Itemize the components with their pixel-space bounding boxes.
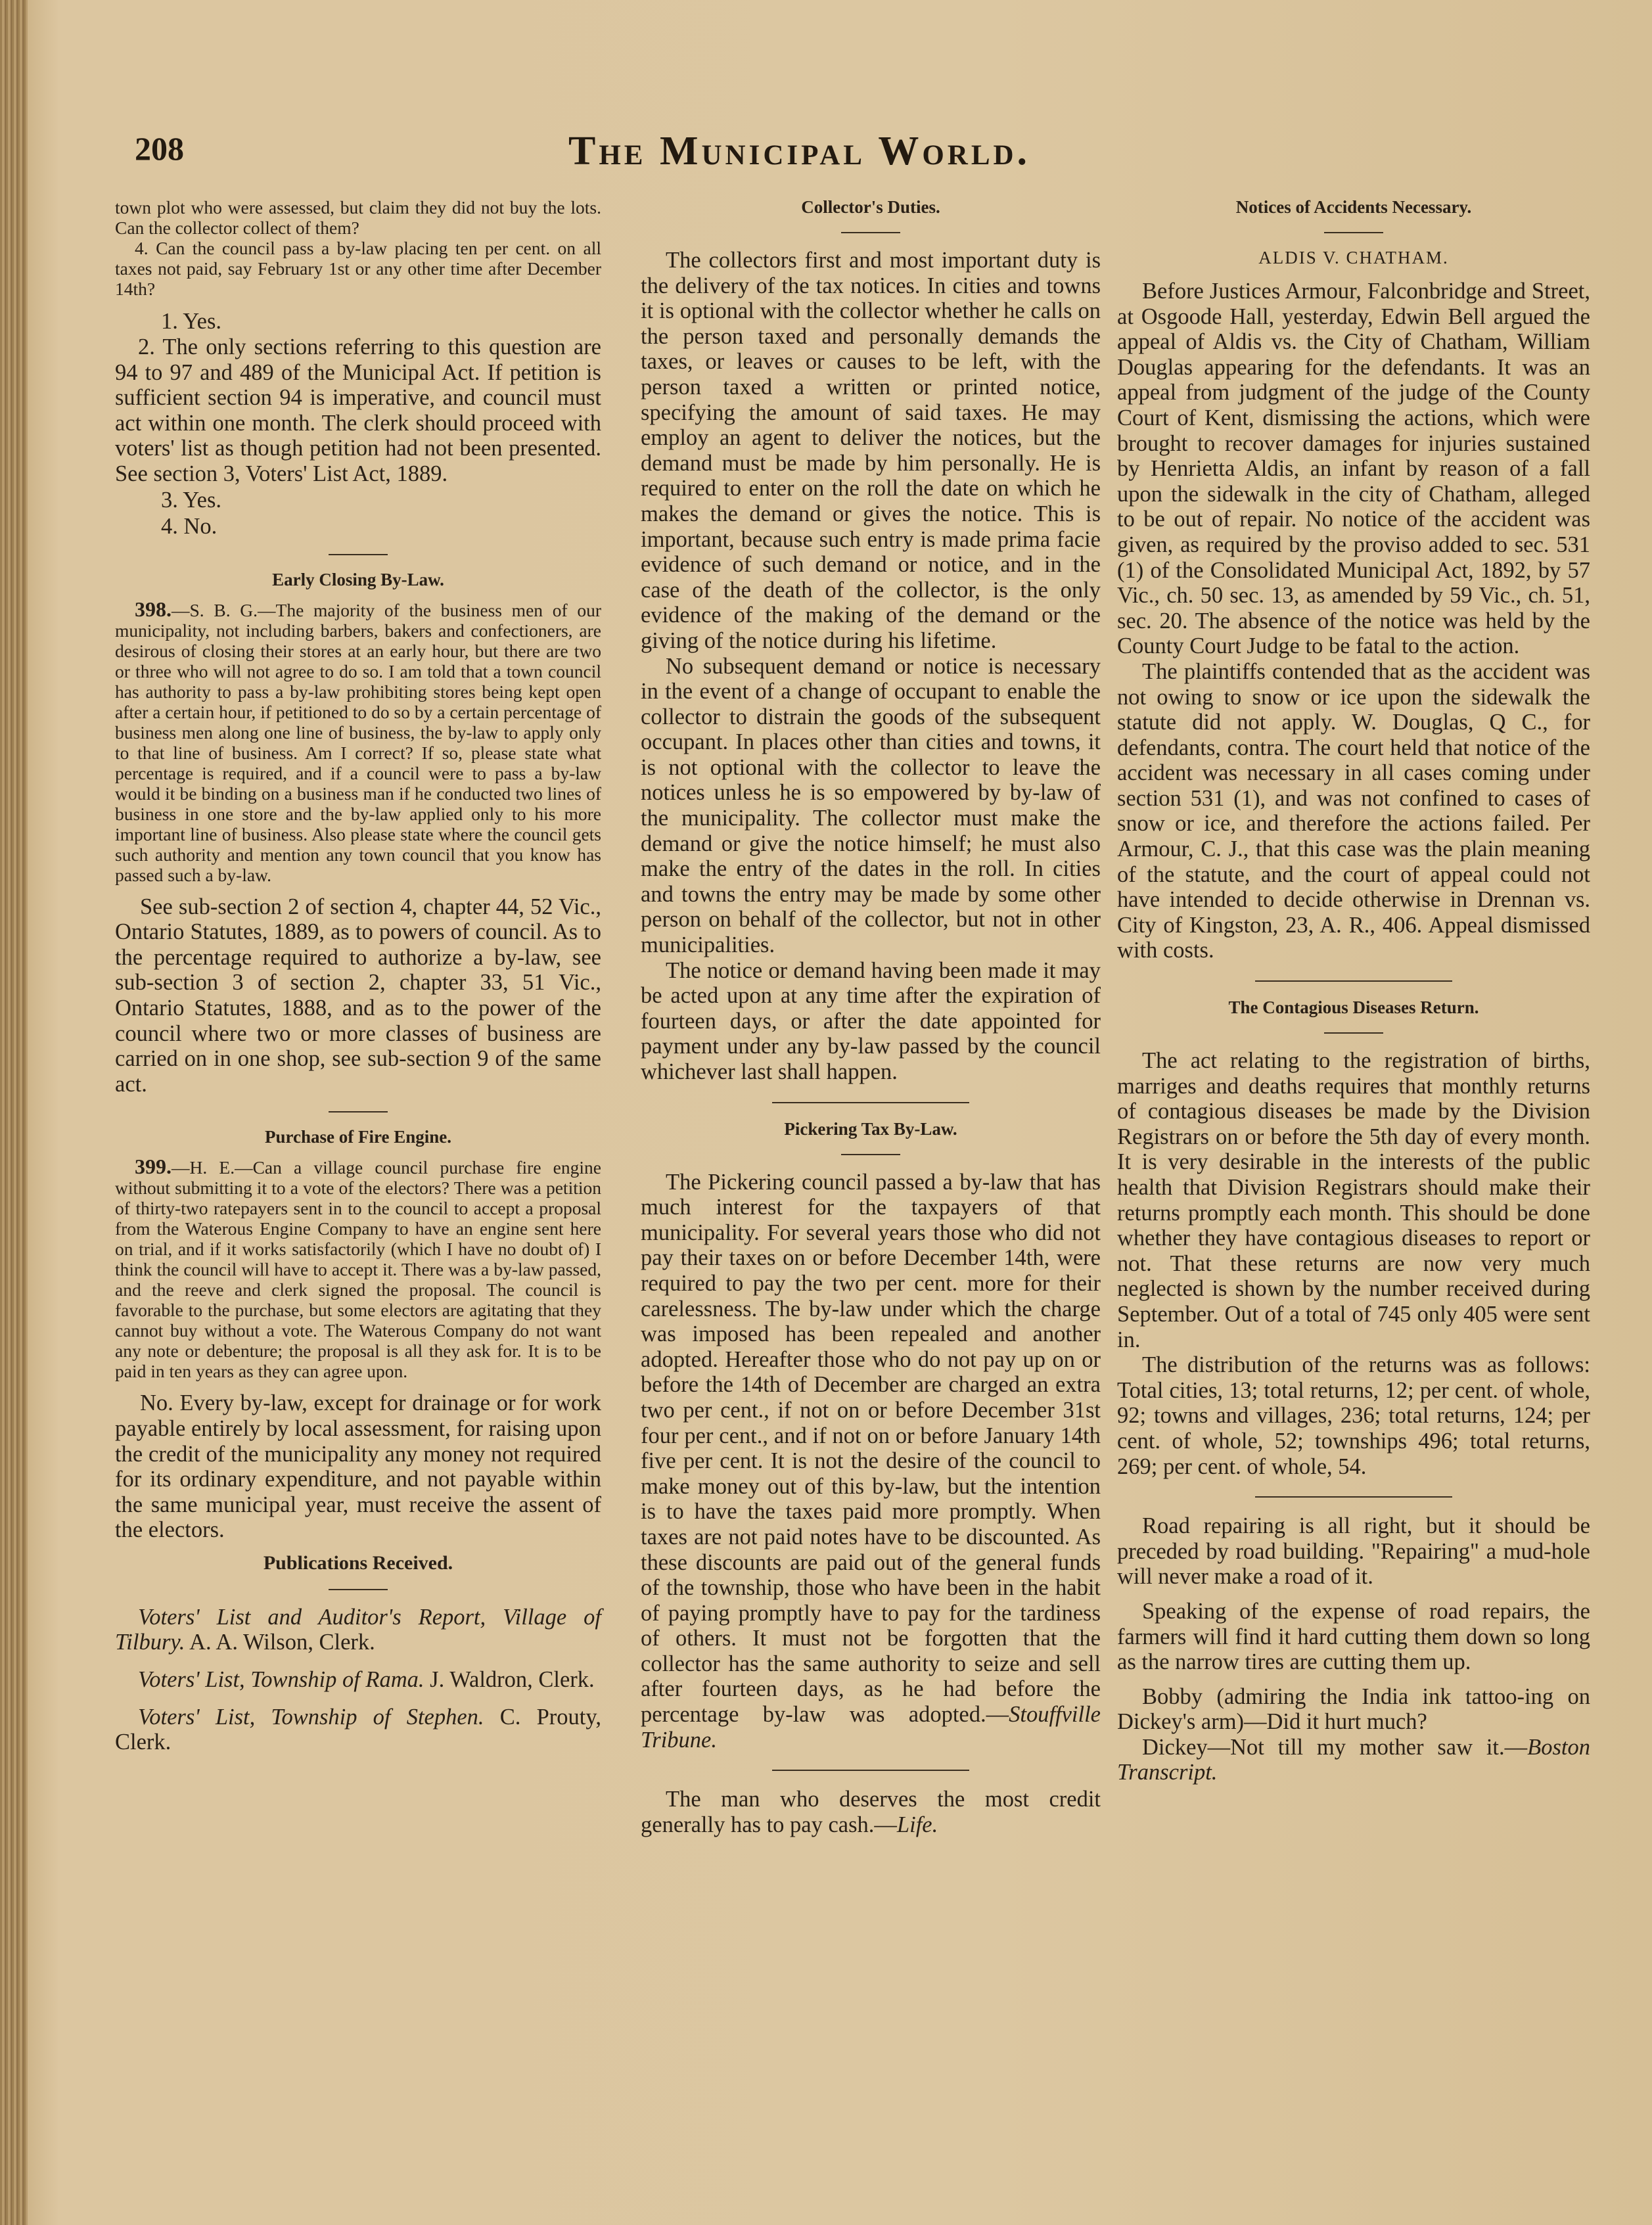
column-2 bbox=[641, 197, 1101, 1837]
answer-3: 3. Yes. bbox=[161, 487, 222, 513]
section-divider bbox=[841, 1154, 900, 1155]
article-source: Stouffville Tribune. bbox=[641, 1702, 1101, 1753]
section-divider bbox=[772, 1102, 969, 1103]
filler-text: Dickey—Not till my mother saw it.— bbox=[1142, 1734, 1528, 1760]
publication-clerk: J. Waldron, Clerk. bbox=[424, 1667, 595, 1693]
heading-publications: Publications Received. bbox=[263, 1551, 453, 1574]
answer-399: No. Every by-law, except for drainage or for work payable entirely by local assessment, for raising upon the credit of the municipality any money not required for its ordinary expenditure, and not payable within the same municipal year, must receive the assent of the electors. bbox=[115, 1390, 601, 1543]
heading-collectors-duties: Collector's Duties. bbox=[801, 197, 940, 217]
question-399-text: —H. E.—Can a village council purchase fire engine without submitting it to a vote of the electors? There was a petition of thirty-two ratepayers sent in to the council to accept a proposal from the Waterous Engine Company to have an engine sent here on trial, and if it works satisfactorily (which I have no doubt of) I think the council will have to accept it. There was a by-law passed, and the reeve and clerk signed the proposal. The council is favorable to the purchase, but some electors are agitating that they cannot buy without a vote. The Waterous Company do not want any note or debenture; the proposal is all they ask for. It is to be paid in ten years as they can agree upon. bbox=[115, 1157, 601, 1382]
publication-title: Voters' List, Township of Rama. bbox=[138, 1667, 424, 1693]
filler-paragraph bbox=[1117, 1735, 1590, 1785]
section-divider bbox=[329, 1589, 388, 1590]
answer-398: See sub-section 2 of section 4, chapter 44, 52 Vic., Ontario Statutes, 1889, as to powers of council. As to the percentage required to authorize a by-law, see sub-section 3 of section 2, chapter 33, 51 Vic., Ontario Statutes, 1888, and as to the power of the council where two or more classes of business are carried on in one shop, see sub-section 9 of the same act. bbox=[115, 894, 601, 1097]
answer-1: 1. Yes. bbox=[161, 309, 222, 334]
publication-title: Voters' List and Auditor's Report, Village of Tilbury. bbox=[115, 1604, 601, 1655]
column-3 bbox=[1117, 197, 1590, 1785]
section-divider bbox=[841, 232, 900, 233]
question-continued: town plot who were assessed, but claim they did not buy the lots. Can the collector collect of them? bbox=[115, 197, 601, 238]
question-398-number: 398. bbox=[135, 597, 172, 621]
section-divider bbox=[1324, 1032, 1383, 1034]
filler-paragraph: Road repairing is all right, but it should be preceded by road building. "Repairing" a mud-hole will never make a road of it. bbox=[1117, 1513, 1590, 1590]
article-paragraph: No subsequent demand or notice is necessary in the event of a change of occupant to enable the collector to distrain the goods of the subsequent occupant. In places other than cities and towns, it is not optional with the collector to leave the notices unless he is so empowered by by-law of the municipality. The collector must make the demand or give the notice himself; he must also make the entry of the dates in the roll. In cities and towns the entry may be made by some other person on behalf of the collector, but not in other municipalities. bbox=[641, 653, 1101, 958]
filler-paragraph: Speaking of the expense of road repairs, the farmers will find it hard cutting them down so long as the narrow tires are cutting them up. bbox=[1117, 1598, 1590, 1675]
page-header bbox=[135, 128, 1580, 174]
publication-item bbox=[115, 1705, 601, 1755]
filler-paragraph bbox=[641, 1787, 1101, 1837]
answer-4: 4. No. bbox=[161, 513, 218, 539]
article-paragraph: Before Justices Armour, Falconbridge and Street, at Osgoode Hall, yesterday, Edwin Bell argued the appeal of Aldis vs. the City of Chatham, William Douglas appearing for the defendants. It was an appeal from judgment of the judge of the County Court of Kent, dismissing the actions, which were brought to recover damages for injuries sustained by Henrietta Aldis, an infant by reason of a fall upon the sidewalk in the city of Chatham, alleged to be out of repair. No notice of the accident was given, as required by the proviso added to sec. 531 (1) of the Consolidated Municipal Act, 1892, by 57 Vic., ch. 50 sec. 13, as amended by 59 Vic., ch. 51, sec. 20. The absence of the notice was held by the County Court Judge to be fatal to the action. bbox=[1117, 279, 1590, 659]
filler-text: The man who deserves the most credit generally has to pay cash.— bbox=[641, 1787, 1101, 1837]
question-399-number: 399. bbox=[135, 1155, 172, 1179]
filler-paragraph: Bobby (admiring the India ink tattoo-ing on Dickey's arm)—Did it hurt much? bbox=[1117, 1684, 1590, 1735]
filler-source: Life. bbox=[896, 1812, 938, 1837]
question-4: 4. Can the council pass a by-law placing ten per cent. on all taxes not paid, say February 1st or any other time after December 14th? bbox=[115, 238, 601, 299]
question-398 bbox=[115, 599, 601, 885]
answer-2: 2. The only sections referring to this question are 94 to 97 and 489 of the Municipal Act. If petition is sufficient section 94 is imperative, and council must act within one month. The clerk should proceed with voters' list as though petition had not been presented. See section 3, Voters' List Act, 1889. bbox=[115, 334, 601, 486]
publication-item bbox=[115, 1667, 601, 1693]
heading-contagious-diseases: The Contagious Diseases Return. bbox=[1228, 998, 1479, 1018]
question-398-text: —S. B. G.—The majority of the business men of our municipality, not including barbers, bakers and confectioners, are desirous of closing their stores at an early hour, but there are two or three who will not agree to do so. I am told that a town council has authority to pass a by-law prohibiting stores being kept open after a certain hour, if petitioned to do so by a certain percentage of business men along one line of business, the by-law to apply only to that line of business. Am I correct? If so, please state what percentage is required, and if a council were to pass a by-law would it be binding on a business man if he conducted two lines of business in one store and the by-law applied only to his more important line of business. Also please state where the council gets such authority and mention any town council that you know has passed such a by-law. bbox=[115, 599, 601, 885]
question-399 bbox=[115, 1157, 601, 1381]
publication-title: Voters' List, Township of Stephen. bbox=[138, 1704, 484, 1730]
page-number: 208 bbox=[135, 130, 184, 167]
section-divider bbox=[329, 554, 388, 555]
heading-early-closing: Early Closing By-Law. bbox=[272, 569, 444, 589]
article-paragraph: The plaintiffs contended that as the accident was not owing to snow or ice upon the sidewalk the statute did not apply. W. Douglas, Q C., for defendants, contra. The court held that notice of the accident was necessary in all cases coming under section 531 (1), and was not confined to cases of snow or ice, and therefore the actions failed. Per Armour, C. J., that this case was the plain meaning of the statute, and the court of appeal could not have intended to decide otherwise in Drennan vs. City of Kingston, 23, A. R., 406. Appeal dismissed with costs. bbox=[1117, 658, 1590, 963]
heading-notices-of-accidents: Notices of Accidents Necessary. bbox=[1235, 197, 1472, 217]
publication-clerk: C. Prouty, Clerk. bbox=[115, 1704, 601, 1755]
heading-fire-engine: Purchase of Fire Engine. bbox=[265, 1127, 451, 1147]
article-paragraph: The notice or demand having been made it may be acted upon at any time after the expiration of fourteen days, or after the date appointed for payment under any by-law passed by the council whichever last shall happen. bbox=[641, 957, 1101, 1084]
section-divider bbox=[772, 1770, 969, 1771]
article-paragraph bbox=[641, 1170, 1101, 1753]
article-paragraph: The collectors first and most important duty is the delivery of the tax notices. In cities and towns it is optional with the collector whether he calls on the person taxed and personally demands the taxes, or leaves or causes to be left, with the person taxed a written or printed notice, specifying the amount of said taxes. He may employ an agent to deliver the notices, but the demand must be made by him personally. He is required to enter on the roll the date on which he makes the demand or gives the notice. This is important, because such entry is made prima facie evidence of such demand or notice, and in the case of the death of the collector, is the only evidence of the making of the demand or the giving of the notice during his lifetime. bbox=[641, 248, 1101, 653]
filler-source: Boston Transcript. bbox=[1117, 1734, 1590, 1785]
publication-item bbox=[115, 1605, 601, 1655]
page-binding-edge bbox=[0, 0, 28, 2225]
section-divider bbox=[1255, 980, 1452, 982]
section-divider bbox=[1255, 1496, 1452, 1498]
column-1 bbox=[115, 197, 601, 1767]
heading-pickering: Pickering Tax By-Law. bbox=[784, 1118, 957, 1139]
case-title: ALDIS V. CHATHAM. bbox=[1258, 248, 1449, 267]
publication-clerk: A. A. Wilson, Clerk. bbox=[185, 1630, 375, 1655]
article-paragraph: The act relating to the registration of births, marriges and deaths requires that monthly returns of contagious diseases be made by the Division Registrars on or before the 5th day of every month. It is very desirable in the interests of the public health that Division Registrars should make their returns promptly each month. This should be done whether they have contagious diseases to report or not. That these returns are now very much neglected is shown by the number received during September. Out of a total of 745 only 405 were sent in. bbox=[1117, 1048, 1590, 1352]
running-title: The Municipal World. bbox=[568, 129, 1031, 173]
section-divider bbox=[1324, 232, 1383, 233]
article-paragraph: The distribution of the returns was as follows: Total cities, 13; total returns, 12; per cent. of whole, 92; towns and villages, 236; total returns, 124; per cent. of whole, 52; townships 496; total returns, 269; per cent. of whole, 54. bbox=[1117, 1352, 1590, 1479]
article-text: The Pickering council passed a by-law that has much interest for the taxpayers of that municipality. For several years those who did not pay their taxes on or before December 14th, were required to pay the two per cent. more for their carelessness. The by-law under which the charge was imposed has been repealed and another adopted. Hereafter those who do not pay up on or before the 14th of December are charged an extra two per cent., if not on or before December 31st four per cent., and if not on or before January 14th five per cent. It is not the desire of the council to make money out of this by-law, but the intention is to have the taxes paid more promptly. When taxes are not paid notes have to be discounted. As these discounts are paid out of the general funds of the township, those who have been in the habit of paying promptly have to pay for the tardiness of others. It must not be forgotten that the collector has the same authority to seize and sell after fourteen days, as he had before the percentage by-law was adopted.— bbox=[641, 1169, 1101, 1728]
section-divider bbox=[329, 1111, 388, 1112]
